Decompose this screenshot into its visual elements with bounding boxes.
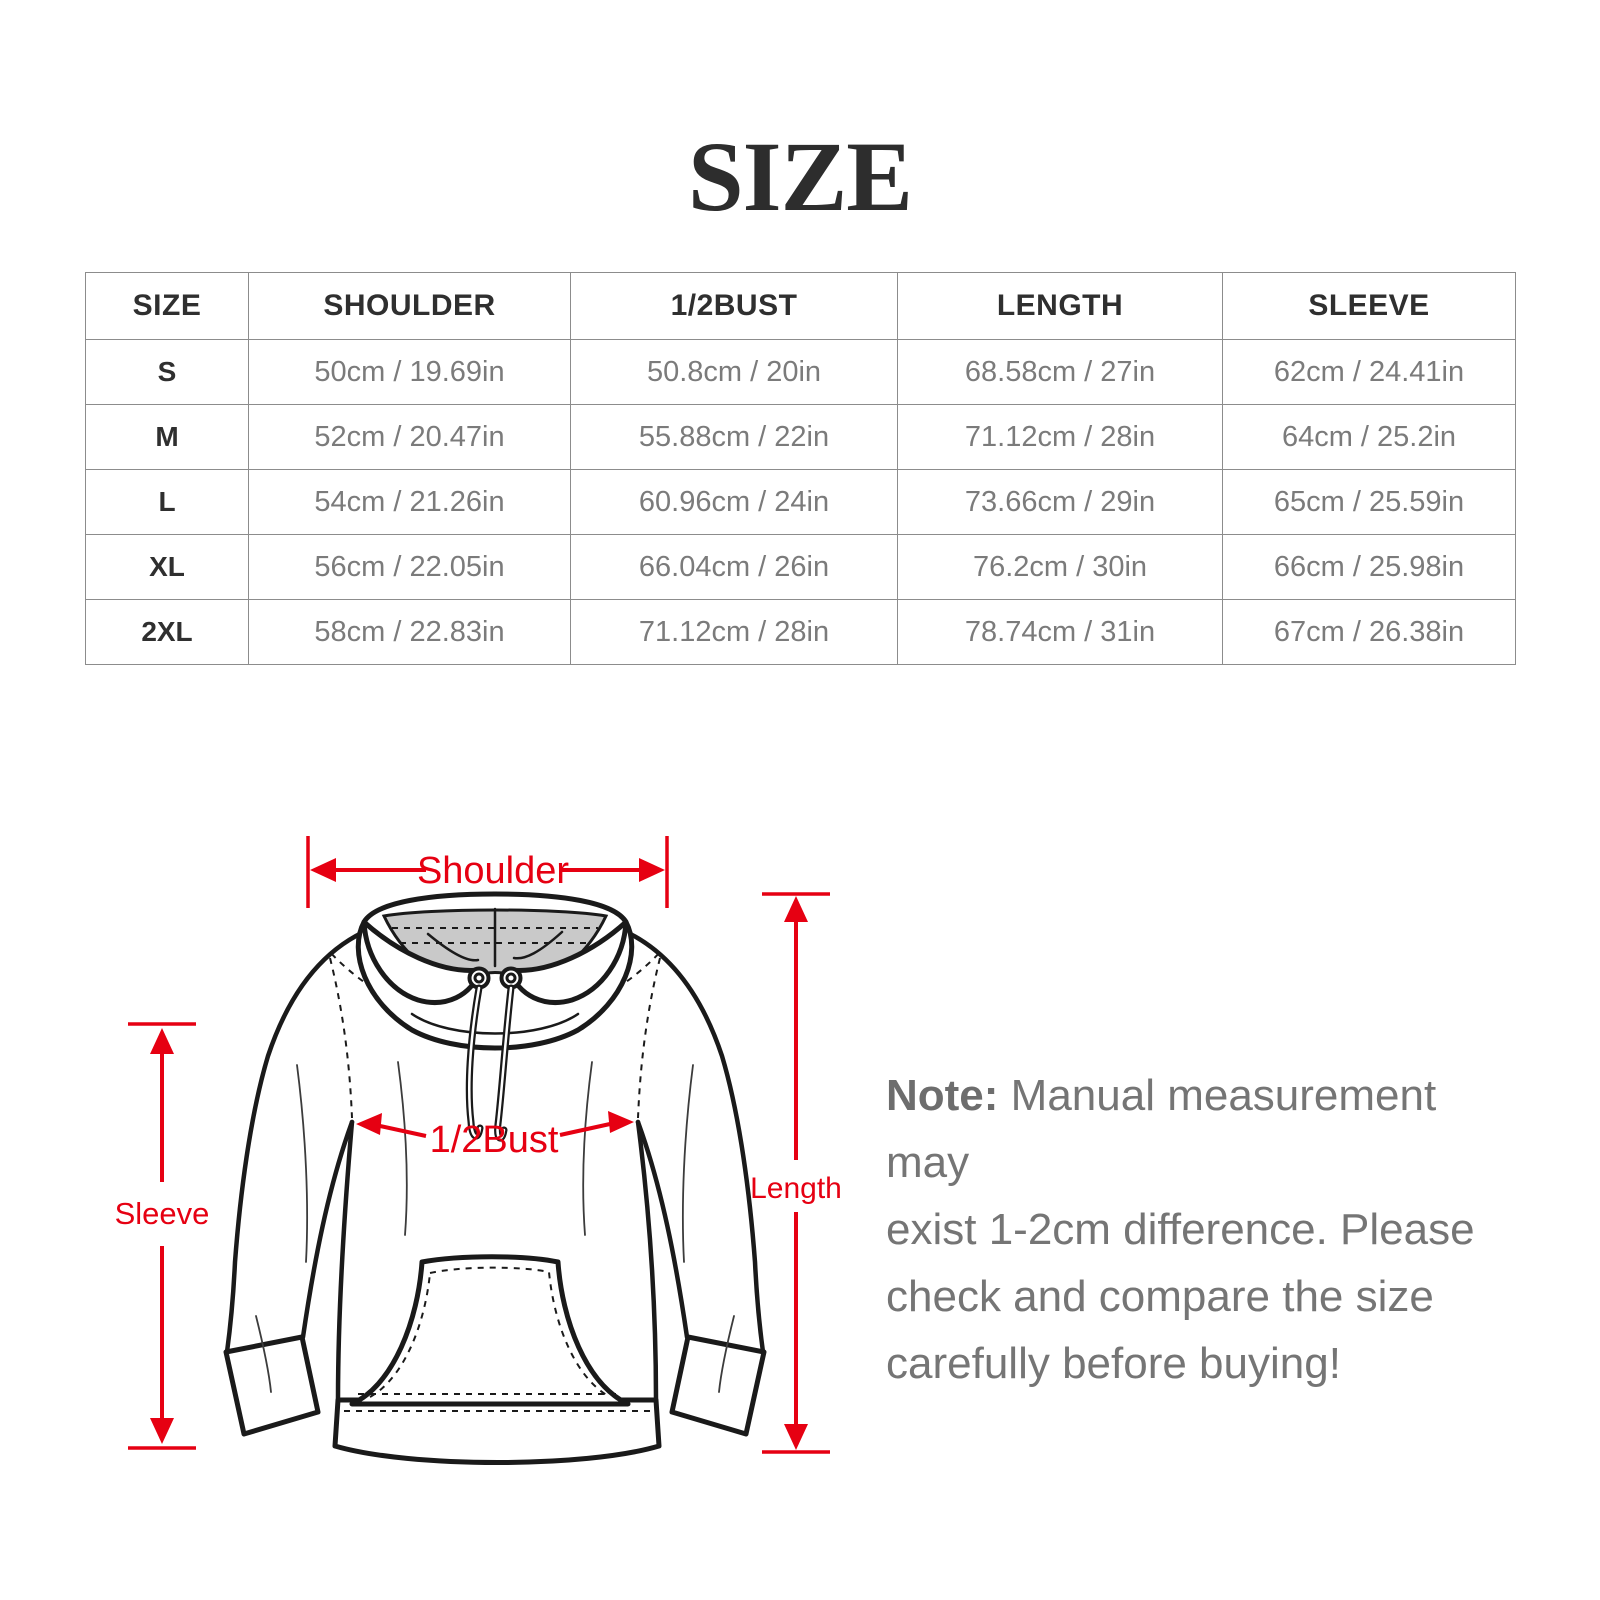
shoulder-arrowhead-left bbox=[310, 858, 336, 882]
length-value: 73.66cm / 29in bbox=[898, 470, 1223, 535]
hoodie-illustration bbox=[226, 894, 764, 1463]
note-line: check and compare the size bbox=[886, 1272, 1434, 1321]
shoulder-arrowhead-right bbox=[639, 858, 665, 882]
sleeve-arrowhead-top bbox=[150, 1028, 174, 1054]
bust-value: 50.8cm / 20in bbox=[571, 340, 898, 405]
length-arrowhead-bottom bbox=[784, 1424, 808, 1450]
page-title: SIZE bbox=[688, 121, 912, 232]
header-length: LENGTH bbox=[898, 273, 1223, 340]
sleeve-arrow bbox=[115, 1024, 210, 1448]
size-label: 2XL bbox=[86, 600, 249, 665]
shoulder-arrow-label: Shoulder bbox=[416, 850, 570, 892]
bust-value: 60.96cm / 24in bbox=[571, 470, 898, 535]
sleeve-value: 66cm / 25.98in bbox=[1223, 535, 1516, 600]
size-label: XL bbox=[86, 535, 249, 600]
sleeve-value: 67cm / 26.38in bbox=[1223, 600, 1516, 665]
header-bust: 1/2BUST bbox=[571, 273, 898, 340]
length-arrow bbox=[750, 894, 842, 1452]
sleeve-arrowhead-bottom bbox=[150, 1418, 174, 1444]
shoulder-value: 56cm / 22.05in bbox=[249, 535, 571, 600]
length-value: 68.58cm / 27in bbox=[898, 340, 1223, 405]
shoulder-value: 54cm / 21.26in bbox=[249, 470, 571, 535]
bust-value: 55.88cm / 22in bbox=[571, 405, 898, 470]
size-label: S bbox=[86, 340, 249, 405]
length-value: 71.12cm / 28in bbox=[898, 405, 1223, 470]
length-value: 76.2cm / 30in bbox=[898, 535, 1223, 600]
length-arrow-label: Length bbox=[750, 1172, 842, 1205]
right-cuff bbox=[672, 1337, 764, 1434]
shoulder-value: 50cm / 19.69in bbox=[249, 340, 571, 405]
size-label: M bbox=[86, 405, 249, 470]
sleeve-arrow-label: Sleeve bbox=[114, 1196, 210, 1231]
measurement-note bbox=[886, 1062, 1526, 1397]
hem-band bbox=[335, 1400, 659, 1463]
header-size: SIZE bbox=[86, 273, 249, 340]
size-label: L bbox=[86, 470, 249, 535]
bust-arrow-label: 1/2Bust bbox=[429, 1119, 559, 1161]
sleeve-value: 62cm / 24.41in bbox=[1223, 340, 1516, 405]
sleeve-value: 64cm / 25.2in bbox=[1223, 405, 1516, 470]
bust-value: 66.04cm / 26in bbox=[571, 535, 898, 600]
header-sleeve: SLEEVE bbox=[1223, 273, 1516, 340]
note-line bbox=[886, 1062, 1526, 1196]
note-prefix: Note: bbox=[886, 1071, 999, 1120]
note-line: exist 1-2cm difference. Please bbox=[886, 1205, 1475, 1254]
length-arrowhead-top bbox=[784, 896, 808, 922]
note-text: Manual measurement may bbox=[886, 1071, 1437, 1187]
left-cuff bbox=[226, 1337, 318, 1434]
shoulder-value: 58cm / 22.83in bbox=[249, 600, 571, 665]
header-shoulder: SHOULDER bbox=[249, 273, 571, 340]
shoulder-value: 52cm / 20.47in bbox=[249, 405, 571, 470]
bust-value: 71.12cm / 28in bbox=[571, 600, 898, 665]
sleeve-value: 65cm / 25.59in bbox=[1223, 470, 1516, 535]
length-value: 78.74cm / 31in bbox=[898, 600, 1223, 665]
note-line: carefully before buying! bbox=[886, 1339, 1341, 1388]
